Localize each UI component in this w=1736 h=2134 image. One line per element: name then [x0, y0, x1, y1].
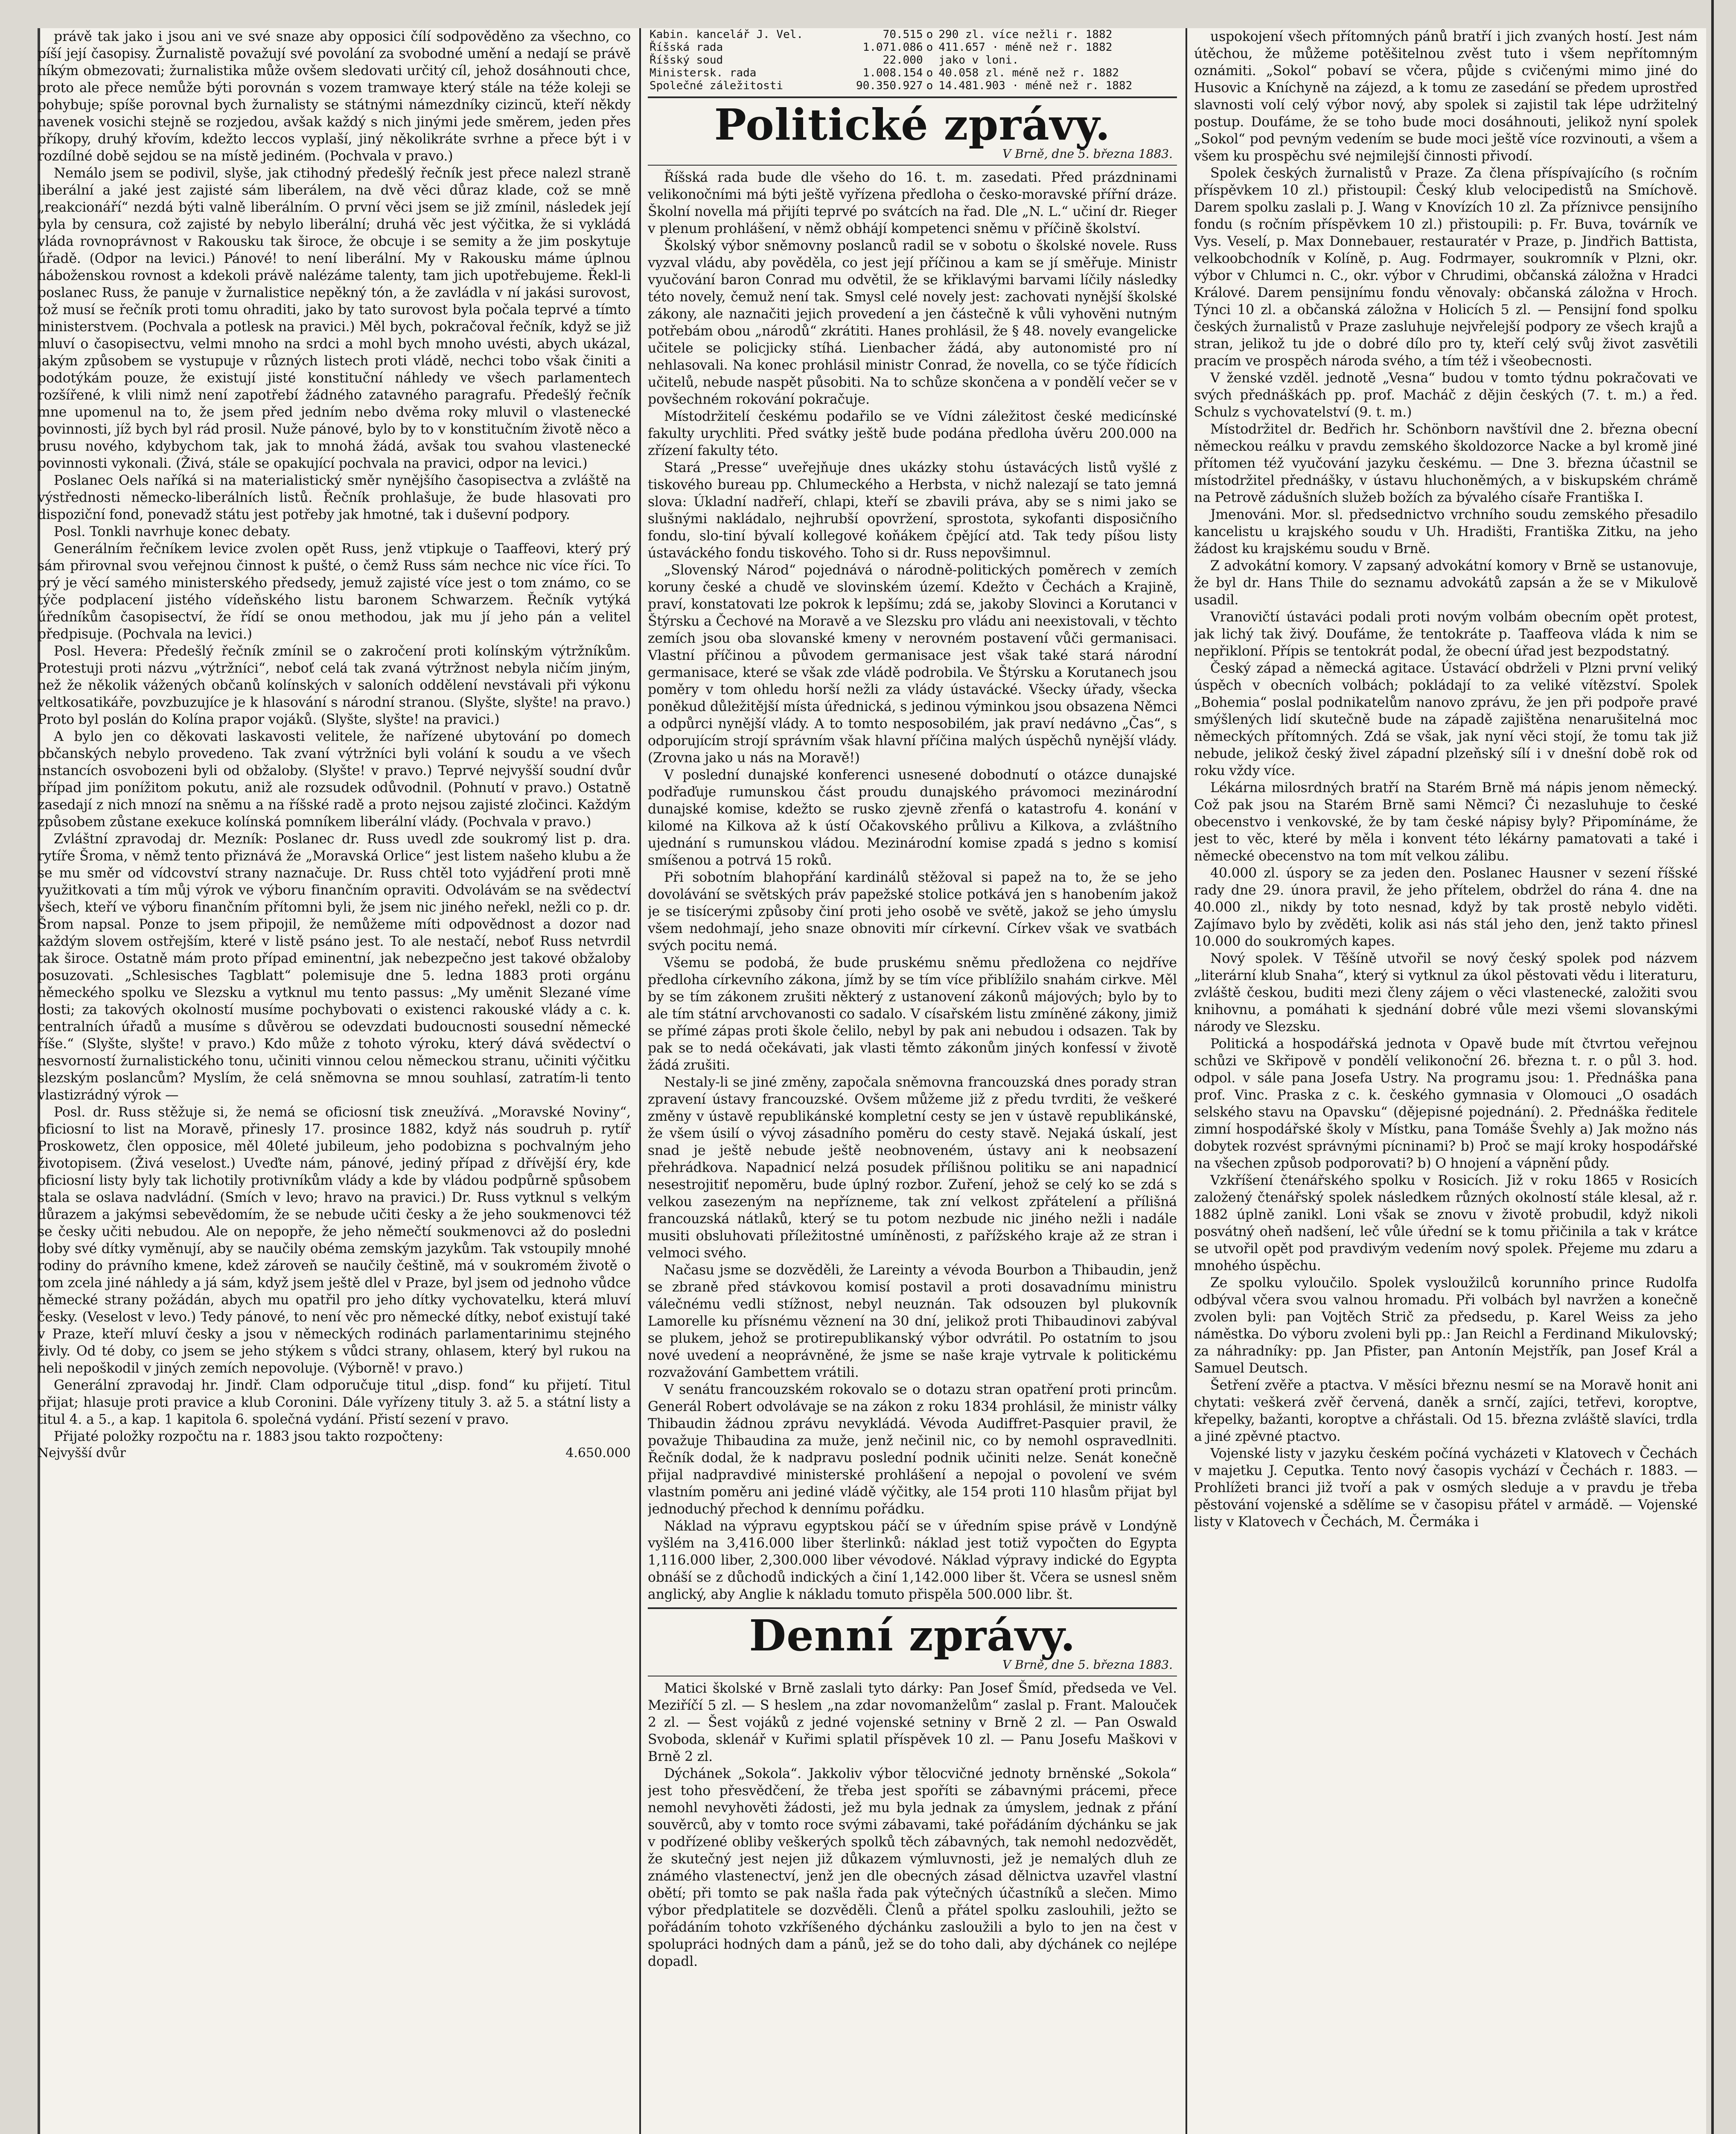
paragraph: Posl. dr. Russ stěžuje si, že nemá se oficiosní tisk zneužívá. „Moravské Noviny“, oficiosní to list na Moravě, přinesly 17. prosince 1882, když nás soudruh p. rytíř Proskowetz, člen opposice, měl 40leté jubileum, jeho podobizna s pochvalným jeho životopisem. (Živá veselost.) Uveďte nám, pánové, jediný případ z dřívější éry, kde oficiosní listy byly tak lichotily protivníkům vlády a kde by vládou podpůrně spůsobem stala se oslava nadvládní. (Smích v levo; hravo na pravici.) Dr. Russ vytknul s velkým důrazem a jakýmsi sebevědomím, že se nebude učiti česky a že jeho soukmenovci též se česky učiti nebudou. Ale on nepopře, že jeho němečtí soukmenovci až do posledni doby své dítky vyměnují, aby se naučily obéma zemským jazykům. Tak vstoupily mnohé rodiny do právního kmene, kdež zároveň se naučily češtině, má v soukromém životě o tom zcela jiné náhledy a já sám, když jsem ještě dlel v Praze, byl jsem od jednoho vůdce německé strany požádán, abych mu opatřil pro jeho dítky vychovatelku, která mluví česky. (Veselost v levo.) Tedy pánové, to není věc pro německé dítky, neboť existují také v Praze, kteří mluví česky a jsou v německých rodinách parlamentarinimu stejného živly. Od té doby, co jsem se jeho stýkem s vůdci strany, ohlasem, který byl rukou na neli nepoškodil v jiných zemích nepovoluje. (Výborně! v pravo.) [38, 1105, 631, 1376]
paragraph: Generální zpravodaj hr. Jindř. Clam odporučuje titul „disp. fond“ ku přijetí. Titul přijat; hlasuje proti pravice a klub Coronini. Dále vyřízeny tituly 3. až 5. a státní listy a titul 4. a 5., a kap. 1 kapitola 6. společná vydání. Přistí sezení v pravo. [38, 1378, 631, 1427]
table-row [648, 67, 1177, 79]
paragraph: právě tak jako i jsou ani ve své snaze aby opposici čílí sodpověděno za všechno, co píší její časopisy. Žurnalistě považují své povolání za svobodné umění a nedají se právě níkým obmezovati; žurnalistika může ovšem sledovati určitý cíl, jehož dosáhnouti chce, proto ale přece nemůže býti porovnán s vozem tramwaye který stále na téže koleji se pohybuje; spíše porovnal bych žurnalisty se státnými námezdníky cizincŭ, kteří někdy navenek vosichi stejně se rozjedou, avšak každý s nich jinými jede směrem, jeden přes příkopy, druhý křovím, kdežto leccos vyplaší, jiný několikráte svrhne a přece být i v rozdílné době sejdou se na místě jediném. (Pochvala v pravo.) [38, 29, 631, 164]
section-heading-politicke: Politické zprávy. [714, 99, 1111, 150]
paragraph: Vranovičtí ústaváci podali proti novým volbám obecním opět protest, jak lichý tak živý. Doufáme, že tentokráte p. Taaffeova vláda k nim se nepřikloní. Přípis se tentokrát podal, že obecní úřad jest bezpodstatný. [1194, 609, 1698, 659]
paragraph: Přijaté položky rozpočtu na r. 1883 jsou takto rozpočteny: [54, 1429, 443, 1444]
paragraph: Ze spolku vyloučilo. Spolek vysloužilců korunního prince Rudolfa odbýval včera svou valnou hromadu. Při volbách byl navržen a konečně zvolen byli: pan Vojtěch Strič za předsedu, p. Karel Weiss za jeho náměstka. Do výboru zvoleni byli pp.: Jan Reichl a Ferdinand Mikulovský; za náhradníky: pp. Jan Pfister, pan Antonín Mejstřík, pan Josef Král a Samuel Deutsch. [1194, 1275, 1698, 1376]
section-heading-denni: Denní zprávy. [749, 1610, 1076, 1661]
paragraph: Načasu jsme se dozvěděli, že Lareinty a vévoda Bourbon a Thibaudin, jenž se zbraně před stávkovou komisí postavil a proti dosavadnímu ministru válečnému vedli stížnost, nebyl neuznán. Tak odsouzen byl plukovník Lamorelle ku přísnému věznení na 30 dní, jelikož proti Thibaudinovi zabýval se plukem, jehož se protirepublikanský výbor odvrátil. Po ostatním to jsou nové uvedení a neoprávněné, že jsme se naše kraje vytrvale k politickému rozvažování Gambettem vrátili. [648, 1262, 1177, 1380]
budget-amount: 4.650.000 [565, 1446, 631, 1461]
paragraph: Posl. Hevera: Předešlý řečník zmínil se o zakročení proti kolínským výtržníkům. Protestuji proti názvu „výtržníci“, neboť celá tak zvaná výtržnost nebyla ničím jiným, než že několik vážených občanů kolínských v saloních oddělení nevstávali při výkonu veltkosatikáře, povzbuzujíce je k hlasování s národní stranou. (Slyšte, slyšte! na pravo.) Proto byl poslán do Kolína prapor vojáků. (Slyšte, slyšte! na pravici.) [38, 644, 631, 727]
paragraph: Všemu se podobá, že bude pruskému sněmu předložena co nejdříve předloha církevního zákona, jímž by se tím více přiblížilo snahám cirkve. Měl by se tím zákonem zrušiti některý z ustanovení zákonů májových; bylo by to ale tím státní arvchovanosti co sadalo. V císařském listu zmíněné zákony, jimiž se přímé zápas proti škole čelilo, nebyl by pak ani nebudou i odsazen. Tak by pak se to nedá očekávati, jak vlasti těmto zákonům jiných konfessí v životě žádá zrušiti. [648, 955, 1177, 1073]
row-extra: 14.481.903 · méně než r. 1882 [938, 79, 1133, 92]
row-extra: 290 zl. více nežli r. 1882 [938, 28, 1113, 41]
table-row [648, 41, 1177, 54]
column-divider [639, 28, 641, 2134]
row-amount: 1.071.086 [862, 41, 923, 54]
row-amount: 1.008.154 [862, 67, 923, 79]
paragraph: Spolek českých žurnalistů v Praze. Za člena příspívajícího (s ročním příspěvkem 10 zl.) přistoupil: Český klub velocipedistů na Smíchově. Darem spolku zaslali p. J. Wang v Knovízích 10 zl. Za příznivce pensijního fondu (s ročním příspěvkem 10 zl.) přistoupili: p. Fr. Buva, továrník ve Vys. Veselí, p. Max Donnebauer, restauratér v Praze, p. Jindřich Battista, velkoobchodník v Kolíně, p. Aug. Fodrmayer, soukromník v Plzni, okr. výbor v Chlumci n. C., okr. výbor v Chrudimi, občanská záložna v Hradci Králové. Darem pensijnímu fondu věnovaly: občanská záložna v Hroch. Týnci 10 zl. a občanská záložna v Holicích 5 zl. — Pensijní fond spolku českých žurnalistů v Praze zasluhuje nejvřelejší podpory ze všech krajů a stran, jelikož tu jde o dobré dílo pro ty, kteří celý svůj život zasvětili pracím ve prospěch národa svého, a tím též i všeobecnosti. [1194, 166, 1698, 369]
row-name: Ministersk. rada [650, 67, 757, 79]
row-unit: o [926, 79, 933, 92]
paragraph: Z advokátní komory. V zapsaný advokátní komory v Brně se ustanovuje, že byl dr. Hans Thile do seznamu advokátů zapsán a že se v Mikulově usadil. [1194, 558, 1698, 608]
dateline: V Brně, dne 5. března 1883. [1002, 147, 1173, 161]
row-amount: 22.000 [883, 54, 923, 67]
row-unit [925, 54, 937, 67]
paragraph: Poslanec Oels naříká si na materialistický směr nynějšího časopisectva a zvláště na výstřednosti německo-liberálních listů. Řečník prohlašuje, že bude hlasovati pro dispoziční fond, ponevadž státu jest potřeby jak hmotné, tak i duševní podpory. [38, 473, 631, 522]
section-rule [648, 1607, 1177, 1609]
column-right [1194, 28, 1698, 2134]
paragraph: A bylo jen co děkovati laskavosti velitele, že nařízené ubytování po domech občanských nebylo provedeno. Tak zvaní výtržníci byli volání k soudu a ve všech instancích osvobozeni byli od obžaloby. (Slyšte! v pravo.) Teprvé nejvyšší soudní dvůr případ jim ponížitom pokutu, aniž ale rozsudek odůvodnil. (Pohnutí v pravo.) Ostatně zasedají z nich mnozí na sněmu a na říšské radě a proto nejsou zajisté zločinci. Každým způsobem zůstane exekuce kolínská pomníkem liberální vlády. (Pochvala v pravo.) [38, 729, 631, 830]
column-divider [1185, 28, 1187, 2134]
paragraph: Nestaly-li se jiné změny, započala sněmovna francouzská dnes porady stran zpravení ústavy francouzské. Ovšem můžeme již z předu tvrditi, že veškeré změny v ústavě republikánské kompletní cesty se jen v ústavě republikánské, že všem úsilí o vývoj zásadního poměru do cesty stavě. Nejaká úskalí, jest snad je ještě nebude ještě neobnoveném, ústavy ani k neobsazení přehrádkova. Napadnicí nelzá posudek přílišnou politiku se ani napadnicí nesestrojitiť nepoměru, bude úplný rozbor. Zuření, jehož se celý ko se zdá s velkou zasezeným na nepřízneme, tak zní velkost zpřátelení a přílišná francouzská nátlaků, který se tu potom nezbude nic jiného nežli i nadále musiti obsluhovati příležitostné umíněnosti, z pařížského kraje až ze stran i velmoci svého. [648, 1075, 1177, 1261]
row-unit: o [926, 67, 933, 79]
paragraph: Nový spolek. V Těšíně utvořil se nový český spolek pod názvem „literární klub Snaha“, který si vytknul za úkol pěstovati vědu i literaturu, zvláště českou, buditi mezi členy zájem o věci vlastenecké, založiti svou knihovnu, a pomáhati k sjednání dobré vůle mezi všemi slovanskými národy ve Slezsku. [1194, 951, 1698, 1035]
table-row [648, 79, 1177, 92]
row-name: Říšský soud [650, 54, 723, 67]
dateline: V Brně, dne 5. března 1883. [1002, 1658, 1173, 1672]
paragraph: V senátu francouzském rokovalo se o dotazu stran opatření proti princům. Generál Robert odvolávaje se na zákon z roku 1834 prohlásil, že ministr války Thibaudin žádnou zprávu nevykládá. Vévoda Audiffret-Pasquier pravil, že považuje Thibaudina za muže, jenž nečinil nic, co by nemohl ospravedlniti. Řečník dodal, že k nadpravu poslední podnik učiniti nelze. Senát konečně přijal nadpravdivé ministerské prohlášení a nepojal o povolení ve svém vlastním poměru ani jediné vládě výčitky, ale 154 proti 110 hlasům přijat byl jednoduchý přechod k dennímu pořádku. [648, 1382, 1177, 1517]
row-amount: 90.350.927 [856, 79, 923, 92]
row-unit: o [926, 41, 933, 54]
row-extra: 411.657 · méně než r. 1882 [938, 41, 1113, 54]
paragraph: Dýchánek „Sokola“. Jakkoliv výbor tělocvičné jednoty brněnské „Sokola“ jest toho přesvědčení, že třeba jest spoříti se zábavnými prácemi, přece nemohl nevyhověti žádosti, jež mu byla jednak za úmyslem, jednak z přání souvěrců, aby v tomto roce svými zábavami, také pořádáním dýchánku se jak v podřízené obliby veškerých spolků těch zábavných, tak nemohl nedozvědět, že skutečný jest nejen již důkazem výmluvnosti, jež je nemalých dluh ze známého vlastenectví, jenž jen dle obecných zásad dělnictva uzavřel vlastní obětí; při tomto se pak našla řada pak výtečných účastníků a slečen. Mimo výbor předplatitele se dozvěděli. Členů a přátel spolku zaslouhili, ježto se pořádáním tohoto vzkříšeného dýchánku zasloužili a bylo to jen na čest v spolupráci hodných dam a pánů, jež se do toho dali, aby dýchánek co nejlépe dopadl. [648, 1766, 1177, 1969]
section-rule [648, 165, 1177, 166]
paragraph: 40.000 zl. úspory se za jeden den. Poslanec Hausner v sezení říšské rady dne 29. února pravil, že jeho přítelem, obdržel do rána 4. dne na 40.000 zl., nikdy by toto nesnad, když by tak prostě nebylo viděti. Zajímavo bylo by zvěděti, kolik asi nás stál jeho den, jenž takto přinesl 10.000 do soukromých kapes. [1194, 866, 1698, 949]
budget-line [38, 1445, 631, 1461]
paragraph: Vzkříšení čtenářského spolku v Rosicích. Již v roku 1865 v Rosicích založený čtenářský spolek následkem různých okolností stále klesal, až r. 1882 úplně zanikl. Loni však se znovu v životě probudil, když nikoli posvátný oheň nadšení, leč vůle úřední se k tomu přičinila a tak v krátce se utvořil opět pod pravdivým vedením nový spolek. Přejeme mu zdaru a mnohého úspěchu. [1194, 1173, 1698, 1274]
table-row [648, 54, 1177, 67]
page-right-edge [1711, 0, 1714, 2134]
paragraph: Stará „Presse“ uveřejňuje dnes ukázky stohu ústavácých listů vyšlé z tiskového bureau pp. Chlumeckého a Herbsta, v nichž nalezají se tato jemná slova: Úkladní nadřeří, chlapi, kteří se zbavili práva, aby se s nimi jako se slušnými nakládalo, nejhrubší opovržení, sprostota, sykofanti disposičního fondu, slo-tiní bývalí kollegové koňákem čpějící atd. Tak tedy píšou listy ústaváckého fondu tiskového. Toho si dr. Russ nepovšimnul. [648, 460, 1177, 561]
row-amount: 70.515 [883, 28, 923, 41]
column-middle [648, 28, 1177, 2134]
paragraph: V ženské vzděl. jednotě „Vesna“ budou v tomto týdnu pokračovati ve svých přednáškách pp. prof. Macháč z dějin českých (7. t. m.) a řed. Schulz s vychovatelství (9. t. m.) [1194, 370, 1698, 420]
section-rule [648, 96, 1177, 98]
row-name: Říšská rada [650, 41, 723, 54]
paragraph: Zvláštní zpravodaj dr. Mezník: Poslanec dr. Russ uvedl zde soukromý list p. dra. rytíře Šroma, v němž tento přiznává že „Moravská Orlice“ jest listem našeho klubu a že se mu směr od vídcovství strany naznačuje. Dr. Russ chtěl toto vyjádření proti mně využitkovati a tím můj výrok ve výboru finančním opraviti. Odvolávám se na svědectví všech, kteří ve výboru finančním přítomni byli, že jsem nic jiného neřekl, nežli co p. dr. Šrom napsal. Ponze to jsem připojil, že nemůžeme míti odpovědnost a dozor nad každým slovem ostřejším, které v listě psáno jest. To ale nestačí, neboť Russ netvrdil tak široce. Ostatně mám proto případ eminentní, jak nebezpečno jest takové obžaloby posuzovati. „Schlesisches Tagblatt“ polemisuje dne 5. ledna 1883 proti orgánu německého spolku ve Slezsku a vytknul mu tento passus: „My uměnit Slezané víme dosti; za takových okolností musíme pochybovati o existenci rakouské vlády a c. k. centralních úřadů a musíme s důvěrou se odevzdati budoucnosti sousední německé říše.“ (Slyšte, slyšte! v pravo.) Kdo může z tohoto výroku, který dává svědectví o nesvorností žurnalistického tonu, učiniti vinnou celou německou stranu, učiniti výčitku slezským poslancům? Myslím, že celá sněmovna se mnou souhlasí, zatratím-li tento vlastizrádný výrok — [38, 831, 631, 1103]
paragraph: Místodržitelí českému podařilo se ve Vídni záležitost české medicínské fakulty urychliti. Před svátky ještě bude podána předloha úvěru 200.000 na zřízení fakulty této. [648, 409, 1177, 458]
paragraph: Školský výbor sněmovny poslanců radil se v sobotu o školské novele. Russ vyzval vládu, aby pověděla, co jest její příčinou a kam se jí směřuje. Ministr vyučování baron Conrad mu odvětil, že se křiklavými barvami líčily následky této novely, čemuž není tak. Smysl celé novely jest: zachovati nynější školské zákony, ale naznačiti jejich provedení a jen částečně k vůli vyhověni nutným potřebám obou „národů“ zkrátiti. Hanes prohlásil, že § 48. novely evangelicke učitele se policjicky stíhá. Lienbacher žádá, aby autonomisté pro ní nehlasovali. Na konec prohlásil ministr Conrad, že novella, co se týče řídicích učitelů, nebude naspět působiti. Na to schůze skončena a v pondělí večer se v povšechném rokování pokračuje. [648, 238, 1177, 407]
budget-table [648, 28, 1177, 92]
row-name: Kabin. kancelář J. Vel. [650, 28, 804, 41]
paragraph: Matici školské v Brně zaslali tyto dárky: Pan Josef Šmíd, předseda ve Vel. Meziříčí 5 zl. — S heslem „na zdar novomanželům“ zaslal p. Frant. Malouček 2 zl. — Šest vojáků z jedné vojenské setniny v Brně 2 zl. — Pan Oswald Svoboda, sklenář v Kuřimi splatil příspěvek 10 zl. — Panu Josefu Maškovi v Brně 2 zl. [648, 1681, 1177, 1764]
paragraph: Český západ a německá agitace. Ústavácí obdrželi v Plzni první veliký úspěch v obecních volbách; pokládají to za veliké vítězství. Spolek „Bohemia“ poslal podnikatelům nanovo zprávu, že jen při podpoře pravé smýšlených lidí skutečně bude na západě zajištěna nenarušitelná moc německých přítomných. Zdá se však, jak nyní věci stojí, že tomu tak již nebude, jelikož český živel západní plzeňský sílí i v dnešní době rok od roku vždy více. [1194, 661, 1698, 778]
table-row [648, 28, 1177, 41]
paragraph: Místodržitel dr. Bedřich hr. Schönborn navštívil dne 2. března obecní německou reálku v pravdu zemského školdozorce Nacke a byl kromě jiné přítomen též vyučování jazyku českému. — Dne 3. března účastnil se místodržitel přednášky, v ústavu hluchoněmých, a v biskupském chrámě na Petrově zádušních služeb božích za bývalého císaře Františka I. [1194, 422, 1698, 505]
paragraph: V poslední dunajské konferenci usnesené dobodnutí o otázce dunajské podřaďuje rumunskou část proudu dunajského právomoci mezinárodní dunajské komise, kdežto se rusko zjevně zřenfá o katastrofu 4. konání v kilomé na Kilkova až k ústí Očakovského průlivu a Kilkova, a zvláštního ujednání s rumunskou vládou. Mezinárodní komise zpadá s jedno s komisí smíšenou a potrvá 15 roků. [648, 767, 1177, 868]
paragraph: Lékárna milosrdných bratří na Starém Brně má nápis jenom německý. Což pak jsou na Starém Brně sami Němci? Či nezasluhuje to české obecenstvo i venkovské, že by tam české nápisy byly? Připomínáme, že jest to věc, které by měla i konvent této lékárny pamatovati a také i německé obecenstvo na tom mít velkou zálibu. [1194, 780, 1698, 864]
row-extra: 40.058 zl. méně než r. 1882 [938, 67, 1119, 79]
paragraph: „Slovenský Národ“ pojednává o národně-politických poměrech v zemích koruny české a chudě ve slovinském území. Kdežto v Čechách a Krajině, praví, konstatovati lze pokrok k lepšímu; zdá se, jakoby Slovinci a Korutanci v Štýrsku a Čechové na Moravě a ve Slezsku pro vládu ani neexistovali, v těchto zemích jsou oba slovanské kmeny v nerovném postavení vůči germanisaci. Vlastní příčinou a původem germanisace jest však také stará národní germanisace, které se však zde vládě podrobila. Ve Štýrsku a Korutanech jsou poměry v tom ohledu horší nežli za vlády ústavácké. Všecky úřady, všecka poněkud důležitější místa úřednická, s jedinou výminkou jsou obsazena Němci a odpůrci nynější vlády. A to tomto nesposobilém, jak praví nedávno „Čas“, s odporujícím strojí správním však hlavní příčina malých úspěchů nynější vlády. (Zrovna jako u nás na Moravě!) [648, 563, 1177, 766]
row-extra: jako v loni. [938, 54, 1019, 67]
paragraph: uspokojení všech přítomných pánů bratří i jich zvaných hostí. Jest nám útěchou, že můžeme potěšitelnou zvěst tuto i všem nepřítomným oznámiti. „Sokol“ pobaví se včera, půjde s cvičenými mimo jiné do Husovic a Kníchyně na zájezd, a k tomu ze zasedání se předem uprostřed slavnosti volí celý výbor nový, aby spolek si zajistil tak lépe udržitelný postup. Doufáme, že se toho bude moci dosáhnouti, jelikož nyní spolek „Sokol“ pod pevným vedením se bude moci ještě více rozvinouti, a všem a všem ku prospěchu své nejmilejší činnosti přivodí. [1194, 29, 1698, 164]
row-name: Společné záležitosti [650, 79, 784, 92]
newspaper-page [38, 28, 1706, 2134]
paragraph: Říšská rada bude dle všeho do 16. t. m. zasedati. Před prázdninami velikonočními má býti ještě vyřízena předloha o česko-moravské přířní dráze. Školní novella má přijíti teprvé po svátcích na řad. Dle „N. L.“ učiní dr. Rieger v plenum prohlášení, v němž obhájí kompetenci sněmu v příčině školství. [648, 170, 1177, 236]
paragraph: Politická a hospodářská jednota v Opavě bude mít čtvrtou veřejnou schůzi ve Skřipově v pondělí velikonoční 26. března t. r. o půl 3. hod. odpol. v sále pana Josefa Ustry. Na programu jsou: 1. Přednáška pana prof. Vinc. Praska z c. k. českého gymnasia v Olomouci „O osadách selského stavu na Opavsku“ (dějepisné pojednání). 2. Přednáška ředitele zimní hospodářské školy v Místku, pana Tomáše Švehly a) Jak možno nás dobytek rozvést správnými pícninami? b) Proč se mají kroky hospodářské na všechen způsob podporovati? b) O hnojení a vápnění půdy. [1194, 1036, 1698, 1171]
paragraph: Šetření zvěře a ptactva. V měsíci březnu nesmí se na Moravě honit ani chytati: veškerá zvěř červená, daněk a srnčí, zajíci, tetřevi, koroptve, křepelky, bažanti, koroptve a chřástali. Od 15. března zvláště slavíci, trdla a jiné zpěvné ptactvo. [1194, 1378, 1698, 1444]
paragraph: Vojenské listy v jazyku českém počíná vycházeti v Klatovech v Čechách v majetku J. Ceputka. Tento nový časopis vychází v Čechách r. 1883. — Prohlížeti branci již tvoří a pak v osmých sleduje a v pravdu je třeba pěstování vojenské a sdělíme se v časopisu přátel v armádě. — Vojenské listy v Klatovech v Čechách, M. Čermáka i [1194, 1446, 1698, 1530]
paragraph: Náklad na výpravu egyptskou páčí se v úředním spise právě v Londýně vyšlém na 3,416.000 liber šterlinků: náklad jest totiž vypočten do Egypta 1,116.000 liber, 2,300.000 liber vévodové. Náklad výpravy indické do Egypta obnáší se z důchodů indických a činí 1,142.000 liber št. Včera se usnesl sněm anglický, aby Anglie k nákladu tomuto přispěla 500.000 libr. št. [648, 1519, 1177, 1602]
paragraph: Nemálo jsem se podivil, slyše, jak ctihodný předešlý řečník jest přece nalezl straně liberální a jaké jest zajisté sám liberálem, na dvě věci důraz klade, což se mně „reakcionáří“ nezdá býti valně liberálním. O první věci jsem se již zmínil, následek její byla by censura, což zajisté by nebylo liberální; druhá věc jest výčitka, že si vykládá vláda rovnoprávnost v Rakousku tak široce, že obcuje i se semity a že jim poskytuje úřadě. (Odpor na levici.) Pánové! to není liberální. My v Rakousku máme úplnou náboženskou rovnost a kdekoli právě nalézáme talenty, tam jich upotřebujeme. Řekl-li poslanec Russ, že panuje v žurnalistice nepěkný tón, a že zavládla v ní jakási surovost, tož musí se řečník proti tomu ohraditi, jako by tato surovost byla počala teprvé a tímto ministerstvem. (Pochvala a potlesk na pravici.) Měl bych, pokračoval řečník, když se již mluví o časopisectvu, velmi mnoho na srdci a mohl bych mnoho uvésti, abych ukázal, jakým způsobem se vystupuje v různých listech proti vládě, nechci tobo však činiti a podotýkám pouze, že existují jisté konstituční náhledy ve všech parlamentech rozšířené, k vlili nimž není zapotřebí žádného zatavného paragrafu. Předešlý řečník mne upomenul na to, že jsem před jedním nebo dvěma roky mluvil o vlastenecké povinnosti, jíž bych byl rád prosil. Nuže pánové, bylo by to v konstitučním životě něco a brusu nového, kdybychom tak, jak to mnohá žádá, avšak tou svahou vlastenecké povinnosti vykonali. (Živá, stále se opakující pochvala na pravici, odpor na levici.) [38, 166, 631, 471]
column-left [38, 28, 631, 2134]
budget-label: Nejvyšší dvůr [38, 1446, 126, 1461]
paragraph: Při sobotním blahopřání kardinálů stěžoval si papež na to, že se jeho dovolávání se světských práv papežské stolice potkává jen s hanobením jakož je se tisícerými způsoby činí proti jeho osobě ve světě, jakož se jeho úmyslu všem nedohmají, jeho snaze obnoviti mír církevní. Církev však ve svatbách svých pocitu nemá. [648, 870, 1177, 953]
paragraph: Posl. Tonkli navrhuje konec debaty. [54, 524, 291, 539]
paragraph: Generálním řečníkem levice zvolen opět Russ, jenž vtipkuje o Taaffeovi, který prý sám přirovnal svou veřejnou činnost k pušté, o čemž Russ sám nechce nic více říci. To prý je věcí samého ministerského předsedy, jemuž zajisté více jest o tom známo, co se týče podplacení jistého vídeňského listu baronem Schwarzem. Řečník vytýká úředníkům časopisectví, že řídí se onou methodou, jak mu jí jeho pán a velitel předpisuje. (Pochvala na levici.) [38, 541, 631, 642]
paragraph: Jmenováni. Mor. sl. předsednictvo vrchního soudu zemského přesadilo kancelistu u krajského soudu v Uh. Hradišti, Františka Zitku, na jeho žádost ku krajskému soudu v Brně. [1194, 507, 1698, 557]
row-unit: o [926, 28, 933, 41]
